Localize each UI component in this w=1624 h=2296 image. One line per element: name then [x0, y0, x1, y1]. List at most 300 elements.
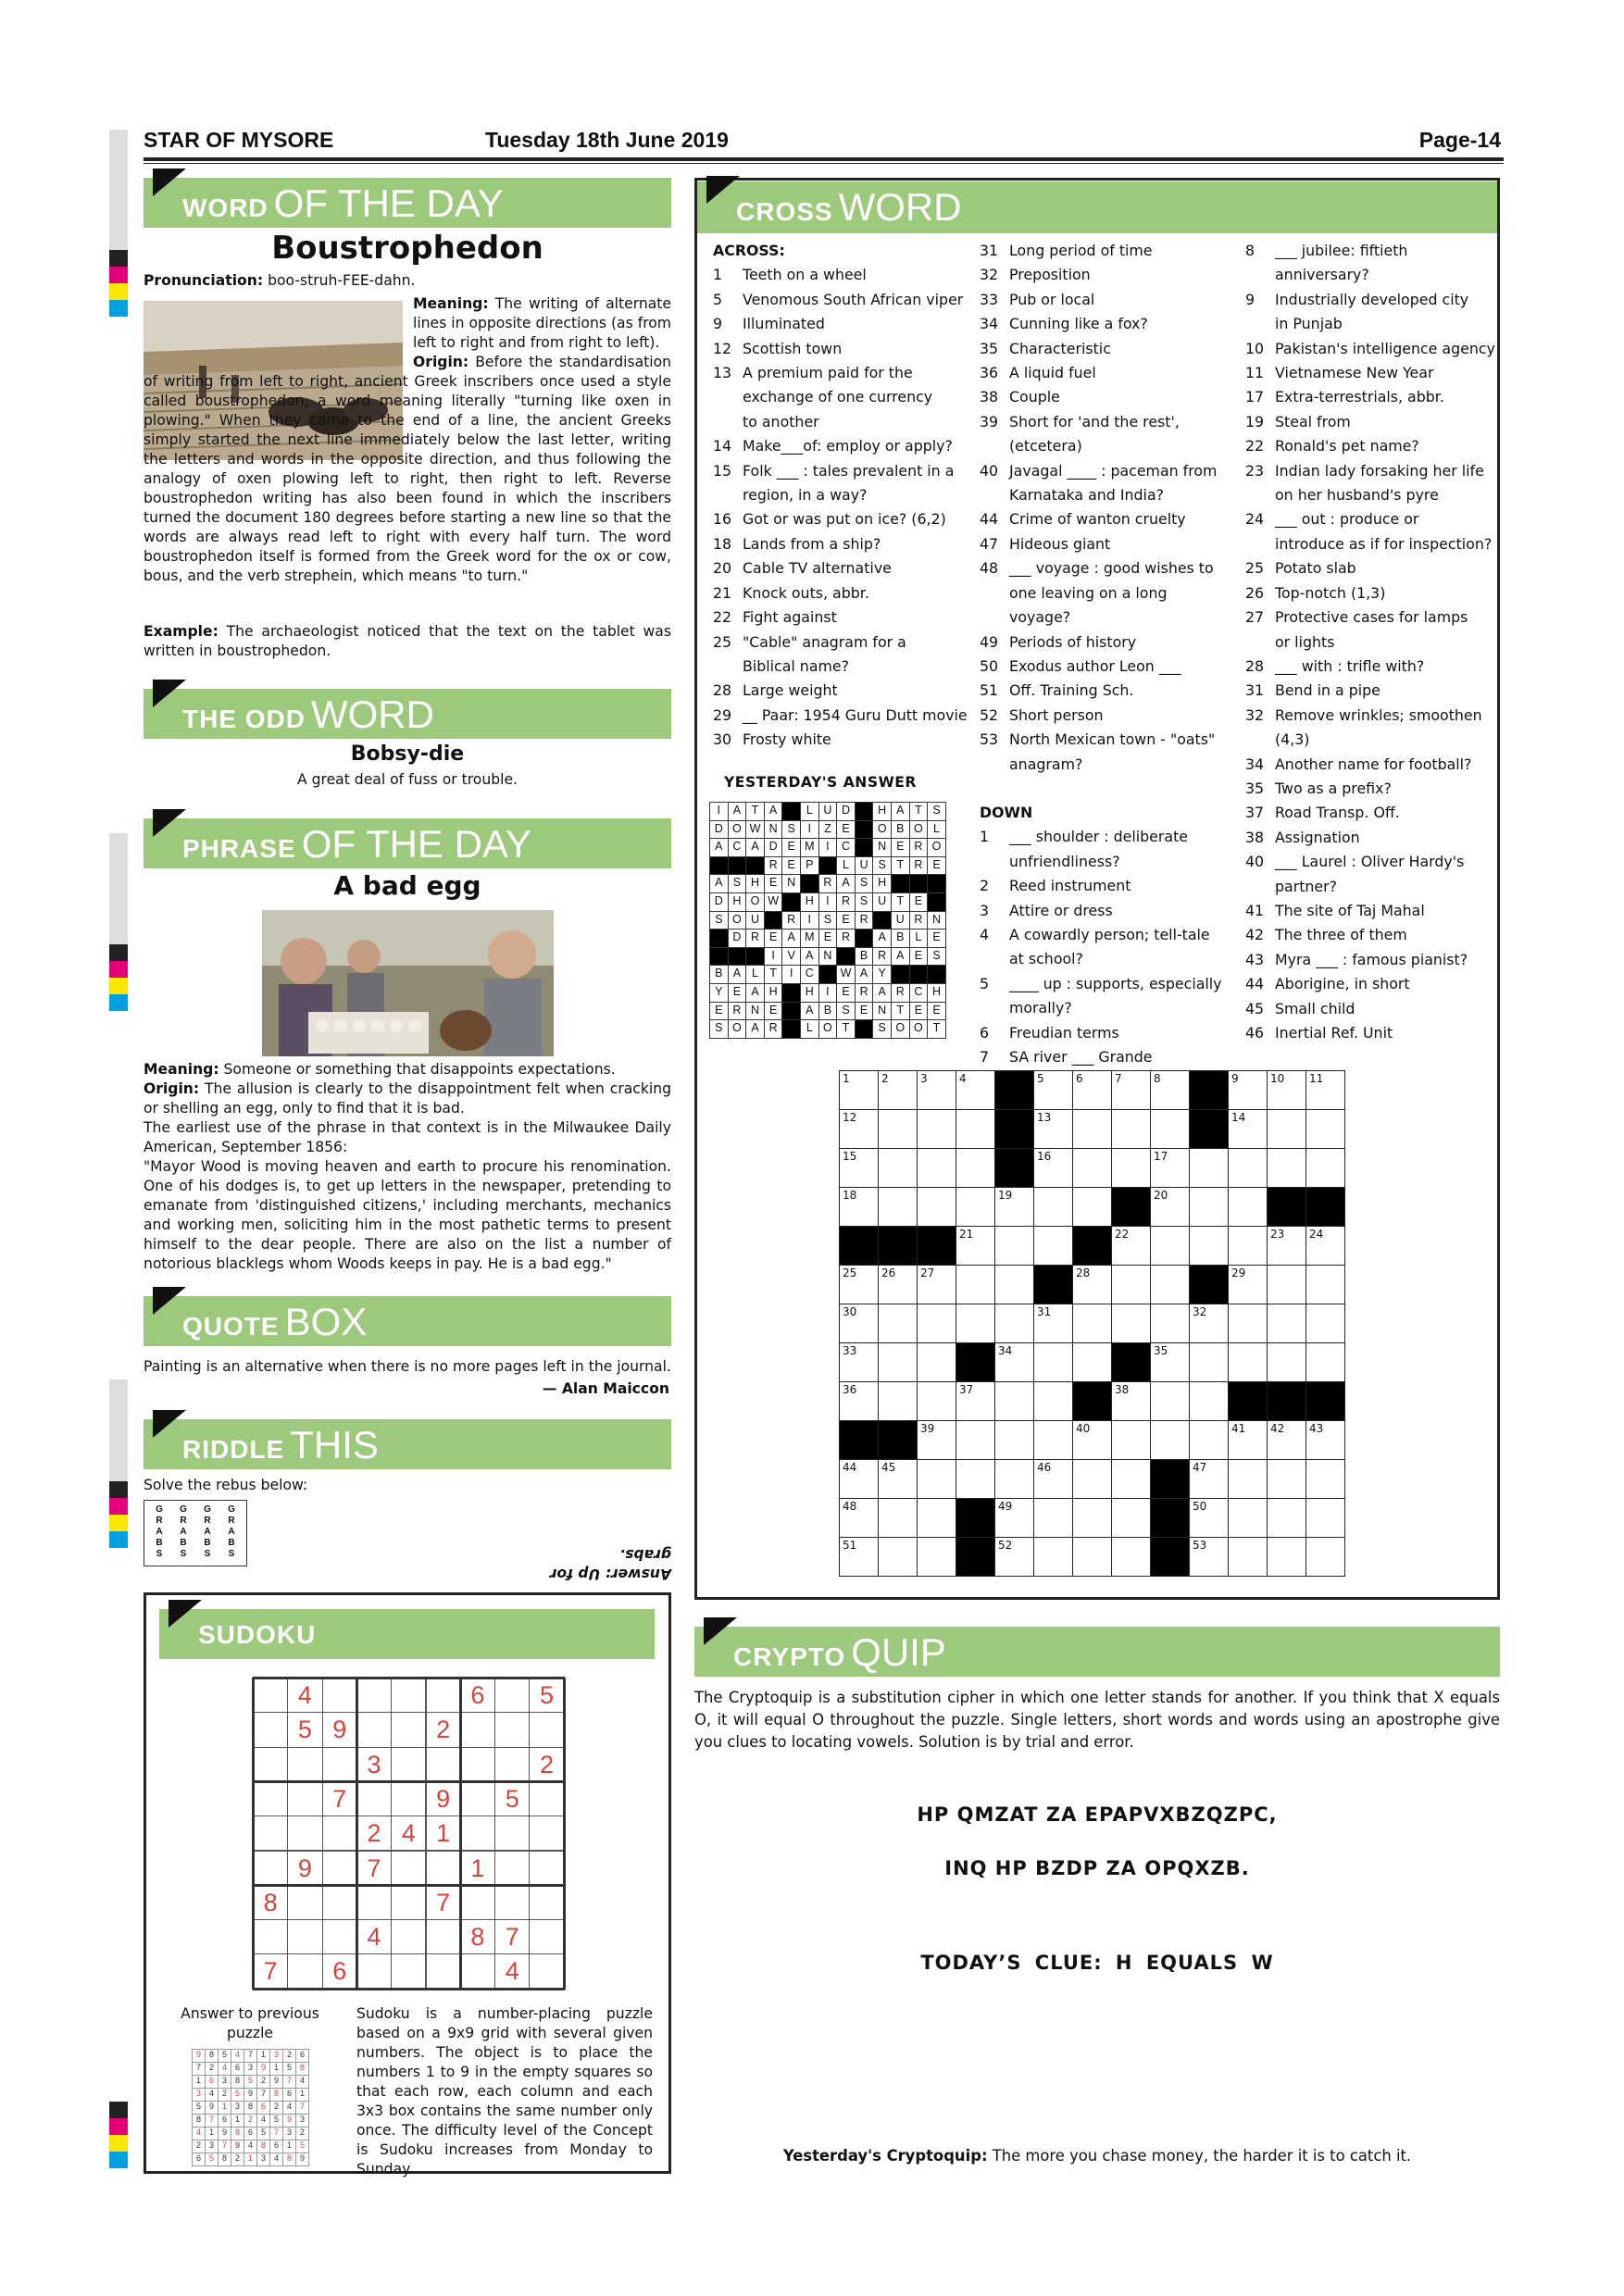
crossword-cell[interactable]	[1189, 1226, 1229, 1266]
sudoku-cell: 6	[460, 1678, 495, 1713]
crossword-black-cell	[1072, 1381, 1112, 1421]
sudoku-cell[interactable]	[494, 1851, 530, 1886]
crossword-cell[interactable]	[1033, 1459, 1073, 1499]
crossword-cell[interactable]	[1267, 1420, 1306, 1460]
clue-number: 41	[1245, 901, 1265, 919]
crossword-cell[interactable]	[917, 1459, 956, 1499]
yesterday-cell: N	[872, 1002, 892, 1021]
crossword-cell-number: 30	[843, 1305, 857, 1318]
crossword-cell[interactable]	[1189, 1187, 1229, 1227]
sudoku-cell[interactable]	[391, 1953, 426, 1989]
sudoku-cell[interactable]	[287, 1816, 322, 1851]
clue-text: ___ out : produce or	[1275, 510, 1419, 529]
yesterday-cell	[927, 965, 946, 984]
crossword-cell[interactable]	[1305, 1342, 1345, 1382]
crossword-cell[interactable]	[1072, 1342, 1112, 1382]
sudoku-cell[interactable]	[426, 1678, 461, 1713]
crossword-cell[interactable]	[839, 1109, 879, 1149]
clue-number: 31	[1245, 681, 1265, 700]
crossword-cell[interactable]	[1228, 1498, 1268, 1538]
crossword-cell[interactable]	[1033, 1226, 1073, 1266]
crossword-cell[interactable]	[994, 1304, 1034, 1343]
crossword-cell[interactable]	[956, 1420, 995, 1460]
clue-text: Long period of time	[1009, 242, 1153, 259]
sudoku-cell[interactable]	[287, 1919, 322, 1954]
clue-item	[980, 679, 1230, 703]
crossword-cell[interactable]	[956, 1109, 995, 1149]
crossword-cell-number: 36	[843, 1383, 857, 1396]
crossword-cell[interactable]	[1305, 1226, 1345, 1266]
clue-text: __ Paar: 1954 Guru Dutt movie	[743, 705, 968, 724]
crossword-cell[interactable]	[878, 1342, 918, 1382]
crossword-cell[interactable]	[839, 1381, 879, 1421]
crossword-cell[interactable]	[1150, 1420, 1190, 1460]
crossword-cell-number: 8	[1154, 1072, 1161, 1085]
sudoku-cell[interactable]	[356, 1885, 392, 1920]
crossword-cell[interactable]	[956, 1070, 995, 1110]
crossword-cell[interactable]	[1228, 1148, 1268, 1188]
previous-sudoku-cell: 4	[192, 2127, 206, 2140]
crossword-cell[interactable]	[1267, 1342, 1306, 1382]
sudoku-cell[interactable]	[426, 1953, 461, 1989]
clue-text: Lands from a ship?	[743, 534, 881, 553]
clue-item	[980, 655, 1230, 679]
crossword-cell[interactable]	[1033, 1070, 1073, 1110]
crossword-cell-number: 25	[843, 1267, 857, 1279]
crossword-cell[interactable]	[878, 1148, 918, 1188]
crossword-cell[interactable]	[1111, 1265, 1151, 1304]
previous-sudoku-cell: 5	[205, 2152, 219, 2166]
clue-number: 26	[1245, 583, 1265, 602]
crossword-cell[interactable]	[1189, 1148, 1229, 1188]
crossword-cell[interactable]	[917, 1420, 956, 1460]
crossword-cell[interactable]	[1228, 1420, 1268, 1460]
crossword-cell[interactable]	[1111, 1381, 1151, 1421]
sudoku-cell[interactable]	[460, 1712, 495, 1747]
clue-number: 9	[1245, 290, 1255, 308]
sudoku-cell[interactable]	[494, 1816, 530, 1851]
crossword-cell[interactable]	[994, 1381, 1034, 1421]
crossword-cell[interactable]	[1072, 1265, 1112, 1304]
crossword-cell[interactable]	[839, 1304, 879, 1343]
sudoku-cell[interactable]	[426, 1851, 461, 1886]
clue-item	[713, 704, 972, 728]
sudoku-cell[interactable]	[322, 1919, 357, 1954]
yesterday-cell: R	[909, 838, 929, 857]
crossword-cell[interactable]	[1072, 1109, 1112, 1149]
previous-sudoku-cell: 9	[269, 2075, 283, 2089]
crossword-cell[interactable]	[956, 1459, 995, 1499]
crossword-cell[interactable]	[1072, 1304, 1112, 1343]
crossword-cell[interactable]	[1033, 1187, 1073, 1227]
crossword-cell[interactable]	[917, 1109, 956, 1149]
sudoku-cell[interactable]	[460, 1781, 495, 1816]
crossword-cell[interactable]	[994, 1459, 1034, 1499]
yesterday-cell: C	[836, 838, 856, 857]
crossword-cell[interactable]	[1111, 1304, 1151, 1343]
yesterday-cell: O	[927, 838, 946, 857]
crossword-cell[interactable]	[1111, 1148, 1151, 1188]
yesterday-cell: C	[909, 983, 929, 1003]
crossword-cell[interactable]	[1111, 1537, 1151, 1577]
sudoku-cell[interactable]	[356, 1678, 392, 1713]
paper-name: STAR OF MYSORE	[144, 128, 334, 152]
crossword-cell-number: 46	[1037, 1461, 1052, 1474]
crossword-cell[interactable]	[1072, 1420, 1112, 1460]
crossword-cell[interactable]	[1072, 1070, 1112, 1110]
crossword-cell[interactable]	[956, 1265, 995, 1304]
crossword-cell-number: 35	[1154, 1344, 1168, 1357]
crossword-cell[interactable]	[839, 1148, 879, 1188]
crossword-cell[interactable]	[917, 1537, 956, 1577]
previous-sudoku-cell: 4	[295, 2075, 309, 2089]
yesterday-cell: S	[709, 911, 729, 930]
clue-item	[980, 972, 1230, 996]
crossword-cell[interactable]	[1111, 1459, 1151, 1499]
crossword-cell[interactable]	[1305, 1498, 1345, 1538]
crossword-cell-number: 17	[1154, 1150, 1168, 1163]
previous-sudoku-cell: 2	[218, 2088, 231, 2102]
crossword-cell[interactable]	[1150, 1304, 1190, 1343]
crossword-cell[interactable]	[1189, 1459, 1229, 1499]
crossword-cell[interactable]	[1228, 1265, 1268, 1304]
corner-triangle-icon	[169, 1600, 202, 1628]
sudoku-cell[interactable]	[391, 1678, 426, 1713]
crossword-cell[interactable]	[878, 1381, 918, 1421]
crossword-cell-number: 19	[998, 1189, 1013, 1202]
crossword-cell[interactable]	[1305, 1148, 1345, 1188]
sudoku-cell: 5	[287, 1712, 322, 1747]
sudoku-cell[interactable]	[253, 1781, 288, 1816]
previous-sudoku-cell: 8	[205, 2049, 219, 2063]
crossword-cell[interactable]	[1072, 1148, 1112, 1188]
clue-number: 43	[1245, 950, 1265, 968]
crossword-cell[interactable]	[994, 1342, 1034, 1382]
yesterday-cell: E	[855, 1002, 874, 1021]
crossword-cell[interactable]	[1267, 1265, 1306, 1304]
down-clues-col3	[1245, 239, 1495, 1045]
crossword-cell[interactable]	[839, 1498, 879, 1538]
sudoku-cell[interactable]	[391, 1712, 426, 1747]
previous-sudoku-cell: 4	[205, 2088, 219, 2102]
yesterday-cell: S	[818, 911, 838, 930]
clue-item	[713, 337, 972, 361]
sudoku-cell[interactable]	[391, 1885, 426, 1920]
crossword-cell[interactable]	[1033, 1304, 1073, 1343]
yesterday-cell: L	[909, 929, 929, 948]
sudoku-cell: 5	[529, 1678, 564, 1713]
crossword-cell[interactable]	[878, 1109, 918, 1149]
sudoku-cell[interactable]	[529, 1953, 564, 1989]
sudoku-cell[interactable]	[460, 1953, 495, 1989]
previous-sudoku-cell: 3	[205, 2140, 219, 2153]
rebus-word-stack: G R A B S	[156, 1504, 163, 1559]
crossword-cell[interactable]	[1189, 1420, 1229, 1460]
crossword-cell[interactable]	[1072, 1187, 1112, 1227]
clue-item	[1245, 899, 1495, 923]
sudoku-cell[interactable]	[287, 1953, 322, 1989]
clue-item	[713, 679, 972, 703]
sudoku-cell[interactable]	[426, 1747, 461, 1782]
yesterday-cell: D	[709, 892, 729, 912]
sudoku-cell[interactable]	[322, 1816, 357, 1851]
crossword-cell[interactable]	[1189, 1304, 1229, 1343]
yesterday-cell: S	[709, 1019, 729, 1039]
sudoku-cell[interactable]	[322, 1851, 357, 1886]
yesterday-cell: O	[728, 911, 747, 930]
sudoku-cell[interactable]	[356, 1953, 392, 1989]
sudoku-cell[interactable]	[529, 1919, 564, 1954]
clue-item	[713, 507, 972, 531]
crossword-cell[interactable]	[1267, 1304, 1306, 1343]
crossword-cell[interactable]	[1228, 1226, 1268, 1266]
crossword-cell[interactable]	[1033, 1342, 1073, 1382]
crossword-cell[interactable]	[994, 1226, 1034, 1266]
crossword-cell[interactable]	[1228, 1070, 1268, 1110]
sudoku-cell[interactable]	[253, 1816, 288, 1851]
sudoku-cell[interactable]	[529, 1851, 564, 1886]
sudoku-cell[interactable]	[391, 1747, 426, 1782]
crossword-cell[interactable]	[1189, 1498, 1229, 1538]
yesterday-cell: A	[728, 965, 747, 984]
crossword-cell[interactable]	[1228, 1187, 1268, 1227]
yesterday-cell: R	[836, 929, 856, 948]
crossword-cell[interactable]	[1111, 1420, 1151, 1460]
crossword-cell[interactable]	[878, 1459, 918, 1499]
crossword-cell[interactable]	[1305, 1304, 1345, 1343]
crossword-cell[interactable]	[1111, 1498, 1151, 1538]
clue-item	[980, 825, 1230, 849]
corner-triangle-icon	[153, 1410, 186, 1438]
crossword-cell[interactable]	[1150, 1265, 1190, 1304]
crossword-cell[interactable]	[1111, 1109, 1151, 1149]
sudoku-cell[interactable]	[529, 1885, 564, 1920]
corner-triangle-icon	[153, 680, 186, 707]
crossword-cell[interactable]	[956, 1304, 995, 1343]
crossword-cell[interactable]	[1033, 1381, 1073, 1421]
clue-number: 19	[1245, 412, 1265, 430]
crossword-cell[interactable]	[1033, 1537, 1073, 1577]
crossword-cell[interactable]	[994, 1265, 1034, 1304]
crossword-cell[interactable]	[917, 1381, 956, 1421]
crossword-cell[interactable]	[1189, 1537, 1229, 1577]
yesterday-cell: O	[872, 820, 892, 840]
crossword-cell-number: 12	[843, 1111, 857, 1124]
crossword-cell[interactable]	[1305, 1537, 1345, 1577]
sudoku-cell[interactable]	[322, 1678, 357, 1713]
sudoku-cell[interactable]	[391, 1781, 426, 1816]
sudoku-cell[interactable]	[253, 1851, 288, 1886]
crossword-cell[interactable]	[1111, 1070, 1151, 1110]
sudoku-cell[interactable]	[426, 1919, 461, 1954]
crossword-cell[interactable]	[1072, 1459, 1112, 1499]
sudoku-cell[interactable]	[253, 1678, 288, 1713]
crossword-cell-number: 15	[843, 1150, 857, 1163]
yesterday-cell: H	[872, 874, 892, 893]
crossword-cell[interactable]	[1150, 1187, 1190, 1227]
sudoku-cell[interactable]	[253, 1919, 288, 1954]
clue-text: Couple	[1009, 388, 1060, 406]
clue-text: Attire or dress	[1009, 901, 1113, 919]
yesterday-cell: M	[800, 838, 819, 857]
crossword-cell[interactable]	[839, 1187, 879, 1227]
sudoku-cell[interactable]	[287, 1885, 322, 1920]
previous-sudoku-cell: 4	[231, 2049, 244, 2063]
crossword-cell[interactable]	[1228, 1342, 1268, 1382]
crossword-band: CROSS WORD	[697, 181, 1497, 233]
crossword-cell[interactable]	[1267, 1537, 1306, 1577]
crossword-cell[interactable]	[917, 1187, 956, 1227]
crossword-cell[interactable]	[1072, 1537, 1112, 1577]
sudoku-cell[interactable]	[529, 1712, 564, 1747]
crossword-black-cell	[878, 1420, 918, 1460]
clue-number: 20	[713, 559, 732, 578]
crossword-cell[interactable]	[1267, 1459, 1306, 1499]
crossword-cell[interactable]	[1150, 1109, 1190, 1149]
crossword-cell[interactable]	[878, 1304, 918, 1343]
clue-number: 53	[980, 730, 999, 749]
yesterday-cell: E	[909, 1002, 929, 1021]
crossword-cell[interactable]	[839, 1459, 879, 1499]
sudoku-cell[interactable]	[460, 1816, 495, 1851]
yesterday-cell: A	[745, 838, 765, 857]
clue-item	[713, 655, 972, 679]
yesterday-cell: T	[891, 1002, 910, 1021]
crossword-cell[interactable]	[878, 1187, 918, 1227]
yesterday-cell: A	[764, 802, 783, 821]
sudoku-cell[interactable]	[529, 1816, 564, 1851]
previous-sudoku-cell: 8	[244, 2101, 257, 2115]
sudoku-cell[interactable]	[460, 1885, 495, 1920]
crossword-cell[interactable]	[1228, 1537, 1268, 1577]
clue-number: 22	[713, 608, 732, 627]
crossword-cell[interactable]	[1267, 1070, 1306, 1110]
crossword-cell[interactable]	[1150, 1148, 1190, 1188]
clue-number: 35	[1245, 779, 1265, 797]
previous-sudoku-cell: 4	[244, 2140, 257, 2153]
crossword-cell[interactable]	[917, 1342, 956, 1382]
crossword-cell[interactable]	[1150, 1070, 1190, 1110]
crossword-cell[interactable]	[1072, 1498, 1112, 1538]
sudoku-cell[interactable]	[356, 1781, 392, 1816]
crossword-cell[interactable]	[1189, 1342, 1229, 1382]
crossword-cell[interactable]	[917, 1148, 956, 1188]
sudoku-cell[interactable]	[253, 1747, 288, 1782]
crossword-cell[interactable]	[1150, 1381, 1190, 1421]
crossword-cell[interactable]	[1305, 1265, 1345, 1304]
crossword-cell[interactable]	[917, 1265, 956, 1304]
sudoku-cell[interactable]	[494, 1678, 530, 1713]
crossword-cell[interactable]	[878, 1070, 918, 1110]
crossword-cell[interactable]	[1150, 1226, 1190, 1266]
yesterday-cell: L	[800, 802, 819, 821]
yesterday-cell: O	[909, 820, 929, 840]
sudoku-cell[interactable]	[356, 1712, 392, 1747]
crossword-cell[interactable]	[994, 1498, 1034, 1538]
crossword-cell[interactable]	[1305, 1420, 1345, 1460]
sudoku-cell[interactable]	[253, 1712, 288, 1747]
yesterday-cell	[781, 983, 801, 1003]
crossword-cell[interactable]	[1305, 1459, 1345, 1499]
clue-text: region, in a way?	[743, 486, 868, 505]
yesterday-cell: S	[855, 892, 874, 912]
sudoku-cell[interactable]	[494, 1885, 530, 1920]
sudoku-cell[interactable]	[460, 1747, 495, 1782]
crossword-cell[interactable]	[956, 1226, 995, 1266]
clue-text: ___ shoulder : deliberate	[1009, 828, 1188, 846]
crossword-cell[interactable]	[917, 1070, 956, 1110]
sudoku-cell[interactable]	[322, 1747, 357, 1782]
yesterday-cell: R	[872, 947, 892, 967]
crossword-cell-number: 34	[998, 1344, 1013, 1357]
crossword-cell[interactable]	[1150, 1342, 1190, 1382]
crossword-cell[interactable]	[1267, 1109, 1306, 1149]
yesterday-cell: E	[781, 838, 801, 857]
crossword-cell[interactable]	[956, 1381, 995, 1421]
crossword-cell[interactable]	[1267, 1498, 1306, 1538]
crossword-cell[interactable]	[1228, 1459, 1268, 1499]
crossword-cell[interactable]	[1267, 1148, 1306, 1188]
crossword-cell[interactable]	[1033, 1109, 1073, 1149]
crossword-cell[interactable]	[1189, 1381, 1229, 1421]
crossword-cell[interactable]	[917, 1498, 956, 1538]
sudoku-cell[interactable]	[287, 1747, 322, 1782]
crossword-cell[interactable]	[839, 1070, 879, 1110]
previous-sudoku-cell: 8	[192, 2114, 206, 2128]
clue-text: (etcetera)	[1009, 437, 1082, 455]
crossword-cell-number: 33	[843, 1344, 857, 1357]
crossword-cell[interactable]	[1111, 1226, 1151, 1266]
sudoku-cell: 4	[287, 1678, 322, 1713]
crossword-cell[interactable]	[994, 1537, 1034, 1577]
crossword-cell[interactable]	[1305, 1070, 1345, 1110]
crossword-cell[interactable]	[1228, 1304, 1268, 1343]
crossword-cell[interactable]	[994, 1420, 1034, 1460]
crossword-cell[interactable]	[956, 1187, 995, 1227]
previous-sudoku-cell: 9	[205, 2101, 219, 2115]
crossword-cell[interactable]	[839, 1342, 879, 1382]
sudoku-cell[interactable]	[494, 1747, 530, 1782]
sudoku-cell[interactable]	[287, 1781, 322, 1816]
previous-sudoku-cell: 7	[218, 2140, 231, 2153]
crossword-cell[interactable]	[956, 1148, 995, 1188]
sudoku-cell[interactable]	[529, 1781, 564, 1816]
crossword-cell[interactable]	[878, 1498, 918, 1538]
previous-sudoku-grid	[192, 2049, 308, 2165]
sudoku-cell[interactable]	[494, 1712, 530, 1747]
crossword-cell[interactable]	[1033, 1148, 1073, 1188]
crossword-cell[interactable]	[1033, 1420, 1073, 1460]
sudoku-cell[interactable]	[391, 1851, 426, 1886]
sudoku-cell[interactable]	[322, 1885, 357, 1920]
crossword-cell[interactable]	[1305, 1109, 1345, 1149]
crossword-black-cell	[1150, 1498, 1190, 1538]
yesterday-cell	[781, 802, 801, 821]
crossword-cell[interactable]	[1228, 1109, 1268, 1149]
crossword-cell[interactable]	[839, 1537, 879, 1577]
yesterday-cell: E	[891, 838, 910, 857]
crossword-cell[interactable]	[878, 1265, 918, 1304]
crossword-cell[interactable]	[994, 1187, 1034, 1227]
clue-number: 40	[1245, 853, 1265, 871]
crossword-cell[interactable]	[839, 1265, 879, 1304]
yesterday-cell: H	[800, 892, 819, 912]
crossword-cell[interactable]	[1267, 1226, 1306, 1266]
crossword-cell[interactable]	[878, 1537, 918, 1577]
crossword-cell[interactable]	[917, 1304, 956, 1343]
sudoku-cell[interactable]	[391, 1919, 426, 1954]
crossword-cell[interactable]	[1033, 1498, 1073, 1538]
